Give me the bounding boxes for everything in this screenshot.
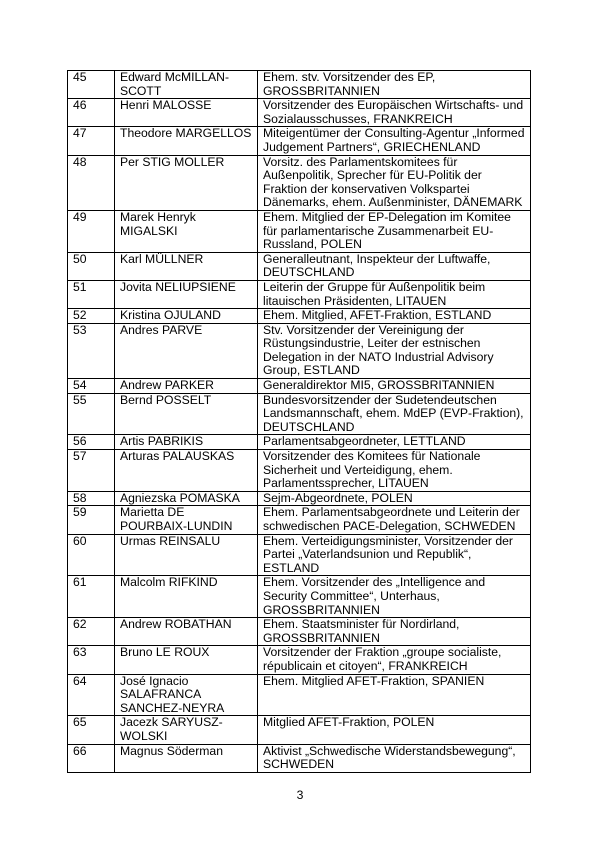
row-number: 65 xyxy=(68,716,115,744)
table-row xyxy=(68,646,531,674)
person-description: Vorsitzender des Komitees für Nationale Sicherheit und Verteidigung, ehem. Parlamentssprecher, LITAUEN xyxy=(258,450,531,492)
person-name: Kristina OJULAND xyxy=(115,309,258,324)
person-description: Ehem. Mitglied, AFET-Fraktion, ESTLAND xyxy=(258,309,531,324)
person-description: Ehem. stv. Vorsitzender des EP, GROSSBRITANNIEN xyxy=(258,71,531,99)
person-name: Andrew PARKER xyxy=(115,379,258,394)
person-name: Jacezk SARYUSZ- WOLSKI xyxy=(115,716,258,744)
person-name: Edward McMILLAN- SCOTT xyxy=(115,71,258,99)
table-row xyxy=(68,716,531,744)
row-number: 58 xyxy=(68,491,115,506)
person-name: Malcolm RIFKIND xyxy=(115,576,258,618)
table-row xyxy=(68,450,531,492)
person-name: Marietta DE POURBAIX-LUNDIN xyxy=(115,506,258,534)
table-row xyxy=(68,674,531,716)
person-description: Ehem. Parlamentsabgeordnete und Leiterin der schwedischen PACE-Delegation, SCHWEDEN xyxy=(258,506,531,534)
table-row xyxy=(68,435,531,450)
table-row xyxy=(68,127,531,155)
table-row xyxy=(68,576,531,618)
person-description: Ehem. Mitglied der EP-Delegation im Komitee für parlamentarische Zusammenarbeit EU- Russland, POLEN xyxy=(258,210,531,252)
row-number: 61 xyxy=(68,576,115,618)
table-row xyxy=(68,379,531,394)
table-row xyxy=(68,280,531,308)
row-number: 50 xyxy=(68,252,115,280)
person-description: Mitglied AFET-Fraktion, POLEN xyxy=(258,716,531,744)
table-row xyxy=(68,323,531,378)
table-row xyxy=(68,252,531,280)
row-number: 56 xyxy=(68,435,115,450)
row-number: 66 xyxy=(68,744,115,772)
row-number: 46 xyxy=(68,99,115,127)
row-number: 45 xyxy=(68,71,115,99)
table-row xyxy=(68,618,531,646)
row-number: 63 xyxy=(68,646,115,674)
person-name: Theodore MARGELLOS xyxy=(115,127,258,155)
person-name: Karl MÜLLNER xyxy=(115,252,258,280)
person-description: Vorsitzender des Europäischen Wirtschafts- und Sozialausschusses, FRANKREICH xyxy=(258,99,531,127)
row-number: 54 xyxy=(68,379,115,394)
row-number: 59 xyxy=(68,506,115,534)
person-name: Artis PABRIKIS xyxy=(115,435,258,450)
table-row xyxy=(68,744,531,772)
table-row xyxy=(68,393,531,435)
row-number: 57 xyxy=(68,450,115,492)
person-name: Bruno LE ROUX xyxy=(115,646,258,674)
person-description: Ehem. Vorsitzender des „Intelligence and Security Committee“, Unterhaus, GROSSBRITANNIEN xyxy=(258,576,531,618)
row-number: 55 xyxy=(68,393,115,435)
person-name: Henri MALOSSE xyxy=(115,99,258,127)
person-name: Agniezska POMASKA xyxy=(115,491,258,506)
row-number: 64 xyxy=(68,674,115,716)
person-name: Andres PARVE xyxy=(115,323,258,378)
row-number: 53 xyxy=(68,323,115,378)
table-row xyxy=(68,491,531,506)
row-number: 49 xyxy=(68,210,115,252)
person-description: Miteigentümer der Consulting-Agentur „Informed Judgement Partners“, GRIECHENLAND xyxy=(258,127,531,155)
person-name: Arturas PALAUSKAS xyxy=(115,450,258,492)
person-description: Bundesvorsitzender der Sudetendeutschen Landsmannschaft, ehem. MdEP (EVP-Fraktion), DEUTSCHLAND xyxy=(258,393,531,435)
person-description: Aktivist „Schwedische Widerstandsbewegung“, SCHWEDEN xyxy=(258,744,531,772)
person-description: Vorsitzender der Fraktion „groupe socialiste, républicain et citoyen“, FRANKREICH xyxy=(258,646,531,674)
table-row xyxy=(68,210,531,252)
person-name: Magnus Söderman xyxy=(115,744,258,772)
row-number: 62 xyxy=(68,618,115,646)
table-row xyxy=(68,99,531,127)
row-number: 60 xyxy=(68,534,115,576)
row-number: 48 xyxy=(68,155,115,210)
table-row xyxy=(68,155,531,210)
person-description: Ehem. Staatsminister für Nordirland, GROSSBRITANNIEN xyxy=(258,618,531,646)
person-description: Leiterin der Gruppe für Außenpolitik beim litauischen Präsidenten, LITAUEN xyxy=(258,280,531,308)
table-row xyxy=(68,506,531,534)
person-description: Sejm-Abgeordnete, POLEN xyxy=(258,491,531,506)
person-name: Urmas REINSALU xyxy=(115,534,258,576)
persons-table xyxy=(67,70,531,773)
person-name: Bernd POSSELT xyxy=(115,393,258,435)
row-number: 47 xyxy=(68,127,115,155)
person-name: Andrew ROBATHAN xyxy=(115,618,258,646)
persons-table-body xyxy=(68,71,531,773)
person-description: Generalleutnant, Inspekteur der Luftwaffe, DEUTSCHLAND xyxy=(258,252,531,280)
person-description: Ehem. Verteidigungsminister, Vorsitzender der Partei „Vaterlandsunion und Republik“, ESTLAND xyxy=(258,534,531,576)
table-row xyxy=(68,71,531,99)
row-number: 52 xyxy=(68,309,115,324)
person-description: Generaldirektor MI5, GROSSBRITANNIEN xyxy=(258,379,531,394)
person-description: Stv. Vorsitzender der Vereinigung der Rüstungsindustrie, Leiter der estnischen Delegation in der NATO Industrial Advisory Group, ESTLAND xyxy=(258,323,531,378)
table-row xyxy=(68,534,531,576)
person-name: Marek Henryk MIGALSKI xyxy=(115,210,258,252)
row-number: 51 xyxy=(68,280,115,308)
person-name: Per STIG MOLLER xyxy=(115,155,258,210)
person-description: Vorsitz. des Parlamentskomitees für Außenpolitik, Sprecher für EU-Politik der Fraktion der konservativen Volkspartei Dänemarks, ehem. Außenminister, DÄNEMARK xyxy=(258,155,531,210)
page-number: 3 xyxy=(296,788,304,802)
person-name: José Ignacio SALAFRANCA SANCHEZ-NEYRA xyxy=(115,674,258,716)
table-row xyxy=(68,309,531,324)
person-description: Ehem. Mitglied AFET-Fraktion, SPANIEN xyxy=(258,674,531,716)
person-name: Jovita NELIUPSIENE xyxy=(115,280,258,308)
person-description: Parlamentsabgeordneter, LETTLAND xyxy=(258,435,531,450)
